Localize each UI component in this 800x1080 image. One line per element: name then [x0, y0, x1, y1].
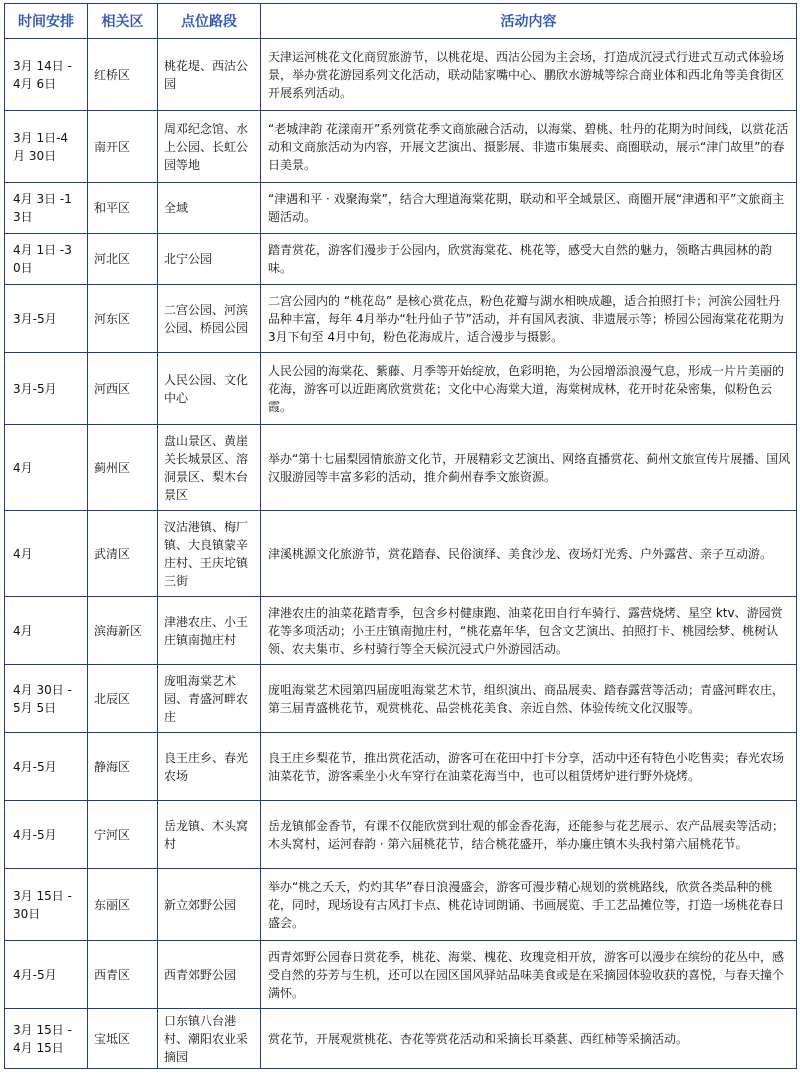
cell-location: 庞咀海棠艺术园、青盛河畔农庄	[158, 665, 261, 733]
cell-location: 口东镇八台港村、潮阳农业采摘园	[158, 1009, 261, 1069]
table-row	[5, 511, 797, 597]
cell-content: 踏青赏花，游客们漫步于公园内，欣赏海棠花、桃花等，感受大自然的魅力，领略古典园林的韵味。	[261, 234, 797, 285]
header-time: 时间安排	[5, 4, 88, 39]
table-row	[5, 285, 797, 353]
cell-content: 二宫公园内的 “桃花岛” 是核心赏花点，粉色花瓣与湖水相映成趣，适合拍照打卡；河滨公园牡丹品种丰富，每年 4月举办“牡丹仙子节”活动，并有国风表演、非遗展示等；桥园公园海棠花花期为 3月下旬至 4月中旬，粉色花海成片，适合漫步与摄影。	[261, 285, 797, 353]
cell-content: 庞咀海棠艺术园第四届庞咀海棠艺术节，组织演出、商品展卖、踏春露营等活动；青盛河畔农庄，第三届青盛桃花节，观赏桃花、品尝桃花美食、亲近自然、体验传统文化汉服等。	[261, 665, 797, 733]
cell-content: 举办“桃之夭夭，灼灼其华”春日浪漫盛会，游客可漫步精心规划的赏桃路线，欣赏各类品种的桃花，同时，现场设有古风打卡点、桃花诗词朗诵、书画展览、手工艺品摊位等，打造一场桃花春日盛会。	[261, 869, 797, 941]
cell-content: 岳龙镇郁金香节，有课不仅能欣赏到壮观的郁金香花海，还能参与花艺展示、农产品展卖等活动；木头窝村，运河春韵 · 第六届桃花节，结合桃花盛开，举办廉庄镇木头我村第六届桃花节。	[261, 801, 797, 869]
cell-content: 天津运河桃花文化商贸旅游节，以桃花堤、西沽公园为主会场，打造成沉浸式行进式互动式体验场景，举办赏花游园系列文化活动，联动陆家嘴中心、鹏欣水游城等综合商业体和西北角等美食街区开展系列活动。	[261, 39, 797, 111]
cell-time: 4月 3日 -13日	[5, 183, 88, 234]
cell-location: 汊沽港镇、梅厂镇、大良镇蒙辛庄村、王庆坨镇三街	[158, 511, 261, 597]
cell-time: 4月 30日 -5月 5日	[5, 665, 88, 733]
cell-location: 岳龙镇、木头窝村	[158, 801, 261, 869]
cell-district: 西青区	[88, 941, 158, 1009]
table-row	[5, 801, 797, 869]
cell-content: 良王庄乡梨花节，推出赏花活动，游客可在花田中打卡分享，活动中还有特色小吃售卖；春光农场油菜花节，游客乘坐小火车穿行在油菜花海当中，也可以租赁烤炉进行野外烧烤。	[261, 733, 797, 801]
table-row	[5, 353, 797, 425]
cell-district: 北辰区	[88, 665, 158, 733]
cell-location: 良王庄乡、春光农场	[158, 733, 261, 801]
table-row	[5, 869, 797, 941]
cell-location: 周邓纪念馆、水上公园、长虹公园等地	[158, 111, 261, 183]
table-row	[5, 425, 797, 511]
header-location: 点位路段	[158, 4, 261, 39]
cell-time: 4月-5月	[5, 941, 88, 1009]
cell-district: 宝坻区	[88, 1009, 158, 1069]
cell-district: 静海区	[88, 733, 158, 801]
cell-time: 3月 15日 -30日	[5, 869, 88, 941]
cell-location: 津港农庄、小王庄镇南抛庄村	[158, 597, 261, 665]
cell-district: 河东区	[88, 285, 158, 353]
table-row	[5, 111, 797, 183]
events-table	[4, 3, 797, 1069]
cell-content: 赏花节，开展观赏桃花、杏花等赏花活动和采摘长耳桑葚、西红柿等采摘活动。	[261, 1009, 797, 1069]
cell-content: 举办“第十七届梨园情旅游文化节，开展精彩文艺演出、网络直播赏花、蓟州文旅宣传片展播、国风汉服游园等丰富多彩的活动，推介蓟州春季文旅资源。	[261, 425, 797, 511]
cell-location: 新立郊野公园	[158, 869, 261, 941]
table-row	[5, 1009, 797, 1069]
header-content: 活动内容	[261, 4, 797, 39]
cell-content: 津港农庄的油菜花踏青季，包含乡村健康跑、油菜花田自行车骑行、露营烧烤、星空 ktv、游园赏花等多项活动；小王庄镇南抛庄村，“桃花嘉年华，包含文艺演出、拍照打卡、桃园绘梦、桃树认领、农夫集市、乡村骑行等全天候沉浸式户外游园活动。	[261, 597, 797, 665]
table-row	[5, 665, 797, 733]
cell-location: 人民公园、文化中心	[158, 353, 261, 425]
cell-time: 3月 14日 -4月 6日	[5, 39, 88, 111]
cell-time: 4月	[5, 511, 88, 597]
cell-location: 西青郊野公园	[158, 941, 261, 1009]
cell-content: 人民公园的海棠花、紫藤、月季等开始绽放，色彩明艳，为公园增添浪漫气息，形成一片片美丽的花海，游客可以近距离欣赏赏花；文化中心海棠大道，海棠树成林，花开时花朵密集，似粉色云霞。	[261, 353, 797, 425]
table-row	[5, 941, 797, 1009]
table-row	[5, 733, 797, 801]
cell-district: 蓟州区	[88, 425, 158, 511]
cell-district: 红桥区	[88, 39, 158, 111]
cell-district: 滨海新区	[88, 597, 158, 665]
cell-district: 河北区	[88, 234, 158, 285]
cell-time: 4月-5月	[5, 801, 88, 869]
table-row	[5, 234, 797, 285]
cell-time: 3月-5月	[5, 353, 88, 425]
cell-district: 武清区	[88, 511, 158, 597]
cell-location: 二宫公园、河滨公园、桥园公园	[158, 285, 261, 353]
cell-location: 全域	[158, 183, 261, 234]
cell-location: 北宁公园	[158, 234, 261, 285]
cell-time: 4月	[5, 425, 88, 511]
cell-time: 4月-5月	[5, 733, 88, 801]
cell-district: 南开区	[88, 111, 158, 183]
header-district: 相关区	[88, 4, 158, 39]
cell-content: 西青郊野公园春日赏花季，桃花、海棠、槐花、玫瑰竞相开放，游客可以漫步在缤纷的花丛中，感受自然的芬芳与生机，还可以在园区国风驿站品味美食或是在采摘园体验收获的喜悦，与春天撞个满怀。	[261, 941, 797, 1009]
cell-content: “津遇和平 · 戏聚海棠”，结合大理道海棠花期，联动和平全域景区、商圈开展“津遇和平”文旅商主题活动。	[261, 183, 797, 234]
cell-content: “老城津韵 花漾南开”系列赏花季文商旅融合活动，以海棠、碧桃、牡丹的花期为时间线，以赏花活动和文商旅活动为内容，开展文艺演出、摄影展、非遗市集展卖、商圈联动，展示“津门故里”的春日美景。	[261, 111, 797, 183]
table-row	[5, 597, 797, 665]
cell-location: 盘山景区、黄崖关长城景区、溶洞景区、梨木台景区	[158, 425, 261, 511]
table-row	[5, 183, 797, 234]
cell-time: 4月	[5, 597, 88, 665]
cell-time: 3月 1日-4月 30日	[5, 111, 88, 183]
cell-district: 和平区	[88, 183, 158, 234]
cell-content: 津溪桃源文化旅游节，赏花踏春、民俗演绎、美食沙龙、夜场灯光秀、户外露营、亲子互动游。	[261, 511, 797, 597]
header-row	[5, 4, 797, 39]
cell-time: 4月 1日 -30日	[5, 234, 88, 285]
cell-time: 3月-5月	[5, 285, 88, 353]
cell-location: 桃花堤、西沽公园	[158, 39, 261, 111]
table-row	[5, 39, 797, 111]
cell-district: 河西区	[88, 353, 158, 425]
cell-district: 宁河区	[88, 801, 158, 869]
cell-district: 东丽区	[88, 869, 158, 941]
cell-time: 3月 15日 -4月 15日	[5, 1009, 88, 1069]
